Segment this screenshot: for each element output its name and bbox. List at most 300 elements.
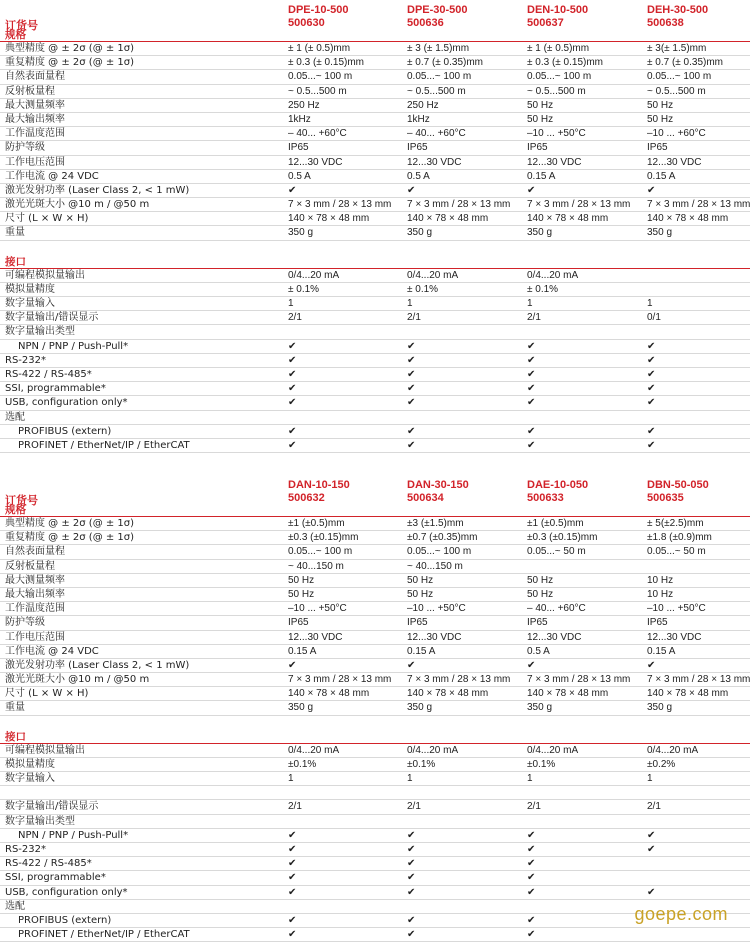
table-row [0, 560, 750, 574]
table-row [0, 517, 750, 531]
cell-value: 350 g [647, 702, 673, 714]
cell-value: 0.5 A [407, 170, 430, 182]
check-icon: ✔ [288, 659, 297, 671]
check-icon: ✔ [647, 659, 656, 671]
cell-value: –10 ... +50°C [647, 603, 706, 615]
model-name: DBN-50-050 [647, 479, 709, 491]
row-label: 尺寸 (L × W × H) [5, 688, 89, 700]
row-label: NPN / PNP / Push-Pull* [18, 829, 129, 841]
order-number: 500636 [407, 17, 444, 29]
table-row [0, 659, 750, 673]
table-row [0, 325, 750, 339]
check-icon: ✔ [647, 425, 656, 437]
row-label: PROFIBUS (extern) [18, 914, 112, 926]
cell-value: ± 3 (± 1.5)mm [407, 43, 470, 54]
cell-value: 12...30 VDC [647, 631, 702, 643]
cell-value: ±0.1% [288, 758, 317, 770]
cell-value: 0.05...~ 100 m [647, 71, 712, 83]
check-icon: ✔ [527, 425, 536, 437]
cell-value: 7 × 3 mm / 28 × 13 mm [407, 674, 511, 686]
row-label: 重复精度 @ ± 2σ (@ ± 1σ) [5, 57, 135, 69]
cell-value: ±0.2% [647, 758, 676, 770]
row-label: RS-232* [5, 354, 46, 366]
cell-value: 7 × 3 mm / 28 × 13 mm [647, 199, 750, 211]
table-row [0, 141, 750, 155]
row-label: 自然表面量程 [5, 71, 65, 83]
row-label: 重复精度 @ ± 2σ (@ ± 1σ) [5, 532, 135, 544]
cell-value: ~ 0.5...500 m [647, 85, 706, 97]
table-row [0, 99, 750, 113]
table-row [0, 311, 750, 325]
cell-value: 50 Hz [527, 588, 554, 600]
row-label: 最大输出频率 [5, 113, 65, 125]
cell-value: ~ 0.5...500 m [407, 85, 466, 97]
cell-value: 140 × 78 × 48 mm [527, 213, 609, 225]
cell-value: 50 Hz [288, 588, 315, 600]
cell-value: 1 [288, 298, 294, 309]
model-name: DAN-10-150 [288, 479, 350, 491]
cell-value: IP65 [527, 617, 548, 629]
model-name: DAN-30-150 [407, 479, 469, 491]
table-row [0, 772, 750, 786]
interface-section-heading [0, 255, 750, 269]
cell-value: ± 1 (± 0.5)mm [288, 43, 351, 54]
cell-value: 50 Hz [527, 574, 554, 586]
cell-value: 0.05...~ 100 m [407, 546, 472, 558]
row-label: USB, configuration only* [5, 886, 128, 898]
row-label: RS-422 / RS-485* [5, 368, 92, 380]
row-label: 重量 [5, 702, 25, 714]
cell-value: IP65 [647, 617, 668, 629]
cell-value: 2/1 [647, 801, 661, 813]
model-name: DAE-10-050 [527, 479, 589, 491]
cell-value: ±1.8 (±0.9)mm [647, 532, 712, 544]
table-row [0, 928, 750, 942]
order-number: 500632 [288, 492, 325, 504]
cell-value: 7 × 3 mm / 28 × 13 mm [288, 674, 392, 686]
row-label: PROFINET / EtherNet/IP / EtherCAT [18, 439, 190, 451]
cell-value: 2/1 [288, 312, 302, 324]
row-label: SSI, programmable* [5, 872, 106, 884]
cell-value: 12...30 VDC [407, 156, 462, 168]
check-icon: ✔ [288, 354, 297, 366]
row-label: 防护等级 [5, 142, 45, 154]
row-label: SSI, programmable* [5, 383, 106, 395]
table-row [0, 886, 750, 900]
check-icon: ✔ [527, 383, 536, 395]
cell-value: 12...30 VDC [647, 156, 702, 168]
check-icon: ✔ [647, 368, 656, 380]
cell-value: – 40... +60°C [407, 128, 466, 140]
row-label: RS-422 / RS-485* [5, 858, 92, 870]
cell-value: –10 ... +50°C [407, 603, 466, 615]
cell-value: ± 0.1% [288, 283, 320, 295]
table-row [0, 602, 750, 616]
check-icon: ✔ [647, 829, 656, 841]
cell-value: 350 g [647, 227, 673, 239]
table-row [0, 645, 750, 659]
table-row [0, 170, 750, 184]
cell-value: IP65 [527, 142, 548, 154]
cell-value: 7 × 3 mm / 28 × 13 mm [527, 674, 631, 686]
cell-value: 0.15 A [407, 645, 436, 657]
check-icon: ✔ [527, 929, 536, 941]
check-icon: ✔ [288, 843, 297, 855]
table-row [0, 396, 750, 410]
cell-value: 1 [527, 773, 533, 784]
cell-value: 0/4...20 mA [288, 744, 340, 756]
cell-value: 0/4...20 mA [288, 269, 340, 281]
spec-table-1 [0, 0, 750, 453]
cell-value: ± 0.3 (± 0.15)mm [288, 57, 364, 69]
check-icon: ✔ [527, 843, 536, 855]
table-row [0, 70, 750, 84]
cell-value: 1kHz [288, 113, 311, 125]
cell-value: 1 [407, 298, 413, 309]
table-row [0, 354, 750, 368]
order-label: 订货号 [5, 20, 38, 32]
row-label: 典型精度 @ ± 2σ (@ ± 1σ) [5, 43, 135, 54]
cell-value: IP65 [647, 142, 668, 154]
check-icon: ✔ [647, 340, 656, 352]
section-label: 规格 [5, 29, 26, 41]
check-icon: ✔ [527, 397, 536, 409]
row-label: 尺寸 (L × W × H) [5, 213, 89, 225]
check-icon: ✔ [527, 872, 536, 884]
cell-value: 140 × 78 × 48 mm [407, 213, 489, 225]
row-label: 反射板量程 [5, 85, 55, 97]
table-row [0, 283, 750, 297]
row-label: 激光光斑大小 @10 m / @50 m [5, 199, 150, 211]
check-icon: ✔ [527, 439, 536, 451]
check-icon: ✔ [647, 843, 656, 855]
cell-value: ~ 40...150 m [407, 560, 463, 572]
cell-value: 140 × 78 × 48 mm [527, 688, 609, 700]
check-icon: ✔ [288, 439, 297, 451]
row-label: 最大输出频率 [5, 588, 65, 600]
check-icon: ✔ [407, 858, 416, 870]
check-icon: ✔ [527, 354, 536, 366]
cell-value: 12...30 VDC [407, 631, 462, 643]
cell-value: 140 × 78 × 48 mm [407, 688, 489, 700]
row-label: 工作电流 @ 24 VDC [5, 170, 99, 182]
interface-section-heading [0, 730, 750, 744]
cell-value: 50 Hz [527, 113, 554, 125]
cell-value: 0.05...~ 100 m [288, 546, 353, 558]
cell-value: IP65 [407, 142, 428, 154]
cell-value: ± 0.3 (± 0.15)mm [527, 57, 603, 69]
section-label: 规格 [5, 504, 26, 516]
row-label: 工作温度范围 [5, 603, 65, 615]
model-name: DEN-10-500 [527, 4, 589, 16]
order-number: 500634 [407, 492, 444, 504]
cell-value: ±0.7 (±0.35)mm [407, 532, 478, 544]
cell-value: 0.05...~ 50 m [527, 546, 586, 558]
row-label: 数字量输出/错误显示 [5, 312, 99, 324]
cell-value: 350 g [288, 702, 314, 714]
row-label: USB, configuration only* [5, 397, 128, 409]
check-icon: ✔ [407, 914, 416, 926]
order-number: 500630 [288, 17, 325, 29]
cell-value: 350 g [407, 702, 433, 714]
cell-value: 7 × 3 mm / 28 × 13 mm [527, 199, 631, 211]
row-label: 典型精度 @ ± 2σ (@ ± 1σ) [5, 518, 135, 529]
cell-value: IP65 [288, 617, 309, 629]
cell-value: ~ 0.5...500 m [527, 85, 586, 97]
cell-value: 10 Hz [647, 588, 674, 600]
cell-value: 50 Hz [647, 113, 674, 125]
model-name: DPE-10-500 [288, 4, 349, 16]
table-row [0, 616, 750, 630]
order-label: 订货号 [5, 495, 38, 507]
check-icon: ✔ [527, 914, 536, 926]
table-row [0, 127, 750, 141]
check-icon: ✔ [288, 858, 297, 870]
row-label: 最大测量频率 [5, 574, 65, 586]
row-label: 自然表面量程 [5, 546, 65, 558]
check-icon: ✔ [527, 184, 536, 196]
cell-value: 0.5 A [288, 170, 311, 182]
row-label: 可编程模拟量输出 [5, 744, 85, 756]
row-label: 数字量输出类型 [5, 815, 75, 827]
row-label: 最大测量频率 [5, 99, 65, 111]
table-row [0, 687, 750, 701]
check-icon: ✔ [288, 929, 297, 941]
section-label: 接口 [5, 255, 26, 268]
check-icon: ✔ [527, 340, 536, 352]
cell-value: 350 g [527, 702, 553, 714]
table-row [0, 212, 750, 226]
cell-value: ±3 (±1.5)mm [407, 518, 464, 529]
row-label: 模拟量精度 [5, 283, 55, 295]
cell-value: 350 g [407, 227, 433, 239]
check-icon: ✔ [288, 914, 297, 926]
cell-value: ±1 (±0.5)mm [527, 518, 584, 529]
table-row [0, 800, 750, 814]
cell-value: 0.05...~ 50 m [647, 546, 706, 558]
table-row [0, 269, 750, 283]
check-icon: ✔ [407, 340, 416, 352]
check-icon: ✔ [407, 354, 416, 366]
table-row [0, 531, 750, 545]
table-row [0, 198, 750, 212]
cell-value: 2/1 [407, 801, 421, 813]
cell-value: –10 ... +50°C [527, 128, 586, 140]
model-name: DPE-30-500 [407, 4, 468, 16]
cell-value: 1 [407, 773, 413, 784]
table-row [0, 815, 750, 829]
check-icon: ✔ [288, 368, 297, 380]
table-row [0, 829, 750, 843]
row-label: 工作电流 @ 24 VDC [5, 645, 99, 657]
cell-value: 1 [647, 773, 653, 784]
check-icon: ✔ [288, 383, 297, 395]
cell-value: 7 × 3 mm / 28 × 13 mm [647, 674, 750, 686]
cell-value: 0.05...~ 100 m [407, 71, 472, 83]
row-label: RS-232* [5, 843, 46, 855]
cell-value: 12...30 VDC [527, 631, 582, 643]
table-row [0, 631, 750, 645]
cell-value: 250 Hz [288, 99, 320, 111]
check-icon: ✔ [407, 383, 416, 395]
cell-value: 50 Hz [288, 574, 315, 586]
table-row [0, 574, 750, 588]
check-icon: ✔ [407, 843, 416, 855]
check-icon: ✔ [288, 184, 297, 196]
cell-value: 7 × 3 mm / 28 × 13 mm [407, 199, 511, 211]
table-row [0, 545, 750, 559]
row-label: 激光发射功率 (Laser Class 2, < 1 mW) [5, 184, 190, 196]
section-gap [0, 241, 750, 255]
row-label: 可编程模拟量输出 [5, 269, 85, 281]
check-icon: ✔ [647, 383, 656, 395]
cell-value: 0/1 [647, 312, 661, 324]
check-icon: ✔ [288, 872, 297, 884]
cell-value: 0.15 A [288, 645, 317, 657]
cell-value: ± 0.1% [527, 283, 559, 295]
cell-value: –10 ... +60°C [647, 128, 706, 140]
table-header [0, 475, 750, 507]
cell-value: 350 g [288, 227, 314, 239]
check-icon: ✔ [647, 886, 656, 898]
row-label: 防护等级 [5, 617, 45, 629]
cell-value: 7 × 3 mm / 28 × 13 mm [288, 199, 392, 211]
cell-value: IP65 [288, 142, 309, 154]
cell-value: 0.5 A [527, 645, 550, 657]
model-name: DEH-30-500 [647, 4, 709, 16]
site-watermark: goepe.com [634, 904, 728, 924]
cell-value: –10 ... +50°C [288, 603, 347, 615]
check-icon: ✔ [407, 872, 416, 884]
check-icon: ✔ [527, 659, 536, 671]
cell-value: ± 0.7 (± 0.35)mm [647, 57, 723, 69]
table-row [0, 297, 750, 311]
table-row [0, 758, 750, 772]
cell-value: 140 × 78 × 48 mm [647, 213, 729, 225]
cell-value: 0.05...~ 100 m [288, 71, 353, 83]
order-number: 500638 [647, 17, 684, 29]
check-icon: ✔ [288, 886, 297, 898]
cell-value: 2/1 [407, 312, 421, 324]
cell-value: ±0.3 (±0.15)mm [527, 532, 598, 544]
table-row [0, 226, 750, 240]
check-icon: ✔ [407, 439, 416, 451]
cell-value: – 40... +60°C [288, 128, 347, 140]
order-number: 500635 [647, 492, 684, 504]
spec-table-2 [0, 475, 750, 942]
cell-value: ± 0.7 (± 0.35)mm [407, 57, 483, 69]
cell-value: 0/4...20 mA [527, 269, 579, 281]
cell-value: 350 g [527, 227, 553, 239]
row-label: 工作电压范围 [5, 631, 65, 643]
table-row [0, 156, 750, 170]
cell-value: ±1 (±0.5)mm [288, 518, 345, 529]
cell-value: 0.05...~ 100 m [527, 71, 592, 83]
cell-value: ± 0.1% [407, 283, 439, 295]
cell-value: ± 3(± 1.5)mm [647, 43, 707, 54]
check-icon: ✔ [647, 354, 656, 366]
check-icon: ✔ [527, 368, 536, 380]
check-icon: ✔ [407, 368, 416, 380]
check-icon: ✔ [407, 425, 416, 437]
cell-value: 50 Hz [527, 99, 554, 111]
cell-value: 10 Hz [647, 574, 674, 586]
table-row [0, 439, 750, 453]
table-row [0, 786, 750, 800]
check-icon: ✔ [288, 829, 297, 841]
row-label: PROFIBUS (extern) [18, 425, 112, 437]
cell-value: 0/4...20 mA [527, 744, 579, 756]
check-icon: ✔ [407, 929, 416, 941]
row-label: 重量 [5, 227, 25, 239]
cell-value: 0.15 A [647, 170, 676, 182]
cell-value: 1 [527, 298, 533, 309]
cell-value: ±0.1% [407, 758, 436, 770]
row-label: 数字量输入 [5, 773, 55, 784]
table-row [0, 425, 750, 439]
cell-value: ~ 0.5...500 m [288, 85, 347, 97]
table-row [0, 701, 750, 715]
check-icon: ✔ [407, 829, 416, 841]
row-label: 工作电压范围 [5, 156, 65, 168]
section-label: 接口 [5, 730, 26, 743]
row-label: 数字量输出类型 [5, 326, 75, 338]
cell-value: ± 5(±2.5)mm [647, 518, 704, 529]
cell-value: IP65 [407, 617, 428, 629]
cell-value: 1 [288, 773, 294, 784]
table-row [0, 744, 750, 758]
row-label: 反射板量程 [5, 560, 55, 572]
table-row [0, 857, 750, 871]
row-label: 数字量输出/错误显示 [5, 801, 99, 813]
check-icon: ✔ [407, 886, 416, 898]
order-number: 500637 [527, 17, 564, 29]
spec-section-heading [0, 28, 750, 42]
row-label: 激光光斑大小 @10 m / @50 m [5, 674, 150, 686]
cell-value: 50 Hz [407, 574, 434, 586]
cell-value: 250 Hz [407, 99, 439, 111]
order-number: 500633 [527, 492, 564, 504]
row-label: 选配 [5, 411, 25, 423]
cell-value: 1kHz [407, 113, 430, 125]
check-icon: ✔ [288, 340, 297, 352]
spec-section-heading [0, 503, 750, 517]
table-row [0, 113, 750, 127]
table-row [0, 56, 750, 70]
table-row [0, 588, 750, 602]
cell-value: 2/1 [527, 312, 541, 324]
cell-value: 140 × 78 × 48 mm [288, 688, 370, 700]
row-label: 激光发射功率 (Laser Class 2, < 1 mW) [5, 659, 190, 671]
check-icon: ✔ [407, 397, 416, 409]
table-row [0, 368, 750, 382]
table-row [0, 843, 750, 857]
row-label: NPN / PNP / Push-Pull* [18, 340, 129, 352]
row-label: PROFINET / EtherNet/IP / EtherCAT [18, 929, 190, 941]
cell-value: 2/1 [288, 801, 302, 813]
check-icon: ✔ [527, 886, 536, 898]
check-icon: ✔ [647, 397, 656, 409]
cell-value: 50 Hz [647, 99, 674, 111]
table-row [0, 382, 750, 396]
cell-value: 12...30 VDC [288, 156, 343, 168]
cell-value: ~ 40...150 m [288, 560, 344, 572]
row-label: 模拟量精度 [5, 758, 55, 770]
table-row [0, 42, 750, 56]
cell-value: 0/4...20 mA [407, 269, 459, 281]
cell-value: 0/4...20 mA [647, 744, 699, 756]
cell-value: 2/1 [527, 801, 541, 813]
